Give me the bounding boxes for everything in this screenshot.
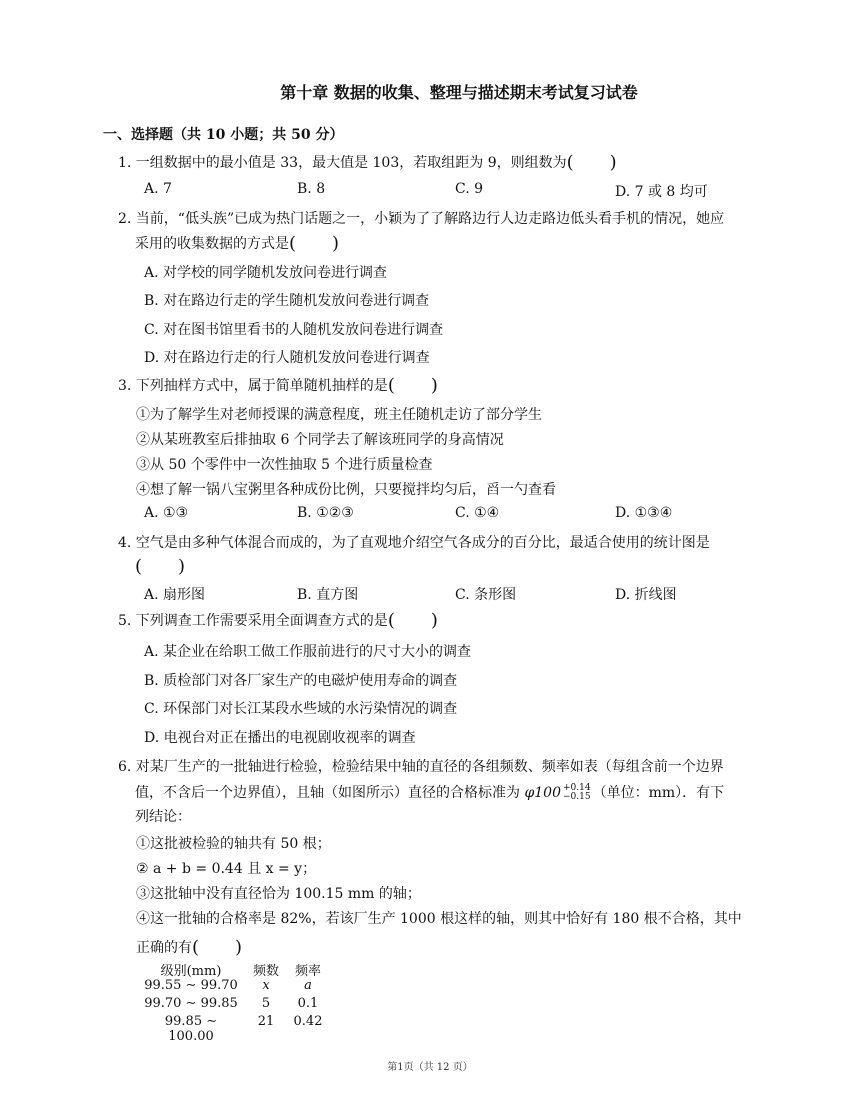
question-5-text: 5. 下列调查工作需要采用全面调查方式的是 (118, 613, 388, 629)
frequency-table (144, 960, 344, 1044)
table-cell: x (262, 978, 270, 993)
q1-option-d: D. 7 或 8 均可 (615, 184, 708, 200)
table-cell: 99.70 ∼ 99.85 (144, 996, 238, 1011)
table-header-row (144, 960, 344, 978)
question-2-line2 (135, 235, 339, 253)
question-2-line1: 2. 当前，“低头族”已成为热门话题之一，小颖为了了解路边行人边走路边低头看手机的情况，她应 (118, 211, 725, 227)
q2-option-d: D. 对在路边行走的行人随机发放问卷进行调查 (144, 350, 430, 366)
q6-item-3: ③这批轴中没有直径恰为 100.15 mm 的轴； (136, 886, 421, 902)
q5-option-c: C. 环保部门对长江某段水些域的水污染情况的调查 (144, 701, 458, 717)
table-row (144, 996, 344, 1014)
question-2-text: 采用的收集数据的方式是 (135, 236, 289, 252)
table-header: 频率 (294, 964, 321, 979)
tolerance (563, 784, 591, 802)
table-row (144, 978, 344, 996)
q5-option-b: B. 质检部门对各厂家生产的电磁炉使用寿命的调查 (144, 673, 458, 689)
tolerance-upper: +0.14 (562, 783, 591, 793)
table-cell: 99.85 ∼ 100.00 (164, 1014, 218, 1044)
q4-option-a: A. 扇形图 (144, 587, 206, 603)
table-cell: 0.1 (297, 996, 319, 1011)
answer-paren (135, 558, 185, 576)
q1-option-c: C. 9 (455, 181, 484, 197)
q5-option-a: A. 某企业在给职工做工作服前进行的尺寸大小的调查 (144, 644, 472, 660)
answer-paren-text: ( ) (135, 556, 186, 577)
question-6-line3: 列结论： (135, 809, 191, 825)
question-6-line2 (135, 784, 724, 802)
answer-paren: ( ) (387, 610, 438, 631)
answer-paren: ( ) (192, 937, 243, 958)
table-header: 频数 (252, 964, 279, 979)
tolerance-lower: −0.15 (562, 792, 591, 802)
question-1-text: 1. 一组数据中的最小值是 33，最大值是 103，若取组距为 9，则组数为 (118, 155, 567, 171)
table-cell: 0.42 (293, 1014, 323, 1029)
section-heading: 一、选择题（共 10 小题；共 50 分） (103, 127, 344, 143)
table-row (144, 1014, 344, 1044)
q4-option-c: C. 条形图 (455, 587, 517, 603)
page-title: 第十章 数据的收集、整理与描述期末考试复习试卷 (280, 83, 638, 102)
question-4-stem: 4. 空气是由多种气体混合而成的，为了直观地介绍空气各成分的百分比，最适合使用的统计图是 (118, 535, 710, 551)
q3-option-c: C. ①④ (455, 505, 500, 521)
question-6-line1: 6. 对某厂生产的一批轴进行检验，检验结果中轴的直径的各组频数、频率如表（每组含前一个边界 (118, 759, 724, 775)
table-cell: 5 (261, 996, 271, 1011)
question-3-stem (118, 377, 438, 395)
q2-option-a: A. 对学校的同学随机发放问卷进行调查 (144, 265, 388, 281)
table-header: 级别(mm) (160, 964, 222, 979)
diameter-symbol: φ100 (524, 785, 561, 801)
q6-stem-end (136, 933, 242, 959)
question-6-text-2: （单位：mm）．有下 (592, 785, 725, 801)
answer-paren: ( ) (289, 233, 340, 254)
q4-option-b: B. 直方图 (297, 587, 359, 603)
table-cell: 99.55 ∼ 99.70 (144, 978, 238, 993)
q1-option-b: B. 8 (297, 181, 326, 197)
q6-item-2: ② a + b = 0.44 且 x = y； (136, 861, 317, 877)
q3-option-b: B. ①②③ (297, 505, 354, 521)
table-cell: a (304, 978, 312, 993)
q3-item-4: ④想了解一锅八宝粥里各种成份比例，只要搅拌均匀后，舀一勺查看 (136, 482, 556, 498)
table-cell: 21 (257, 1014, 275, 1029)
q3-item-2: ②从某班教室后排抽取 6 个同学去了解该班同学的身高情况 (136, 432, 504, 448)
question-3-text: 3. 下列抽样方式中，属于简单随机抽样的是 (118, 378, 388, 394)
question-6-text: 值，不含后一个边界值），且轴（如图所示）直径的合格标准为 (135, 785, 525, 801)
question-6-end-text: 正确的有 (136, 940, 192, 956)
page-footer: 第1页（共 12 页） (387, 1062, 473, 1073)
question-1-stem (118, 154, 617, 172)
q3-item-3: ③从 50 个零件中一次性抽取 5 个进行质量检查 (136, 457, 433, 473)
answer-paren: ( ) (387, 375, 438, 396)
q3-item-1: ①为了解学生对老师授课的满意程度，班主任随机走访了部分学生 (136, 407, 542, 423)
q6-item-1: ①这批被检验的轴共有 50 根； (136, 836, 331, 852)
q2-option-b: B. 对在路边行走的学生随机发放问卷进行调查 (144, 293, 430, 309)
q3-option-a: A. ①③ (144, 505, 189, 521)
answer-paren: ( ) (566, 152, 617, 173)
q4-option-d: D. 折线图 (615, 587, 677, 603)
q6-item-4: ④这一批轴的合格率是 82%，若该厂生产 1000 根这样的轴，则其中恰好有 180 根不合格，其中 (136, 911, 742, 927)
q2-option-c: C. 对在图书馆里看书的人随机发放问卷进行调查 (144, 322, 444, 338)
q3-option-d: D. ①③④ (615, 505, 673, 521)
q1-option-a: A. 7 (144, 181, 172, 197)
question-5-stem (118, 612, 438, 630)
q5-option-d: D. 电视台对正在播出的电视剧收视率的调查 (144, 730, 416, 746)
